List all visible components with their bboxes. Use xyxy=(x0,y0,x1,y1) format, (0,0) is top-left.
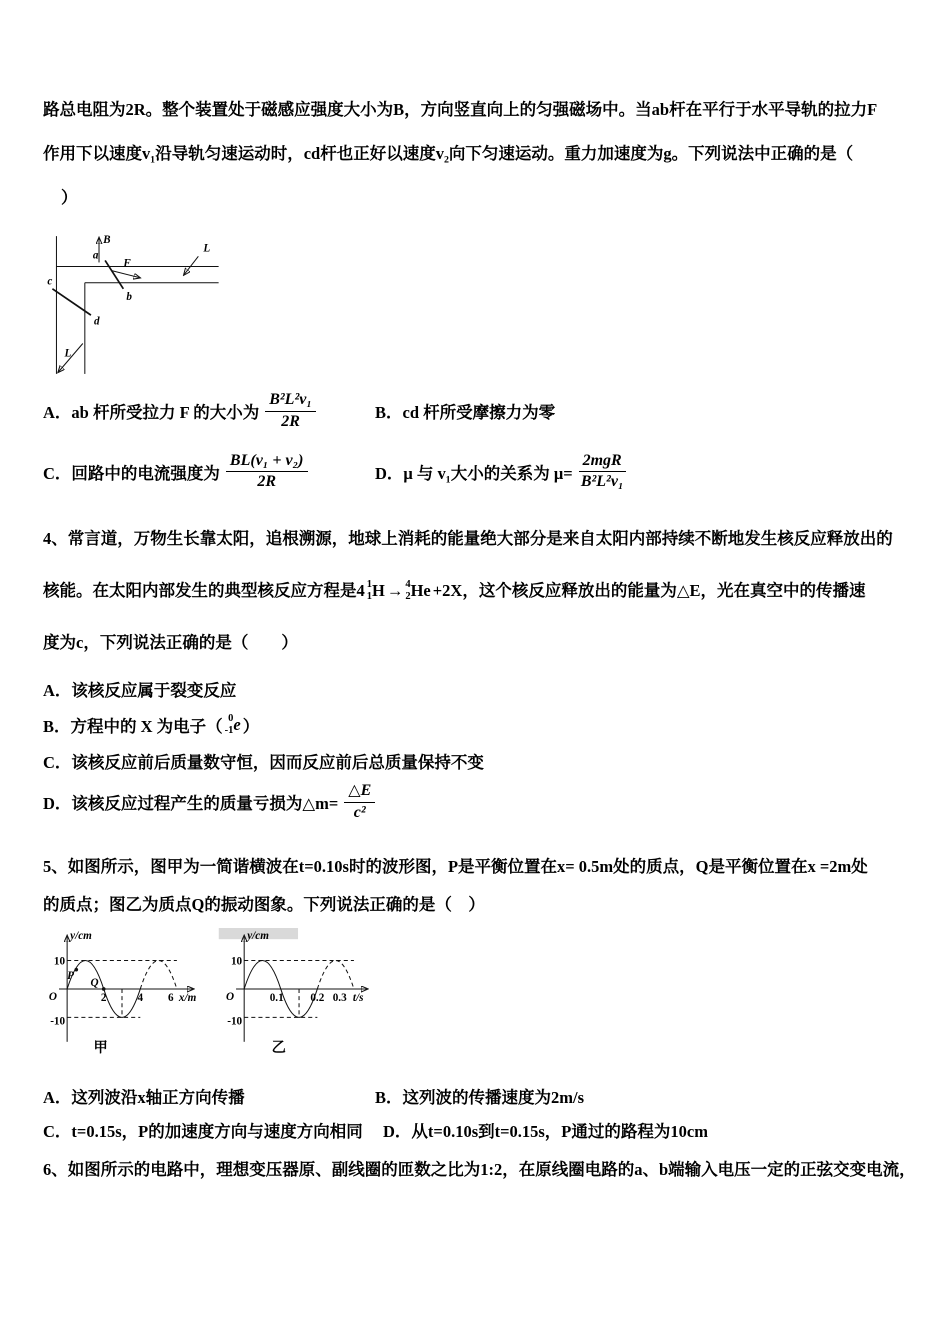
q5-stem-line2: 的质点；图乙为质点Q的振动图象。下列说法正确的是（ ） xyxy=(43,894,485,914)
yi-caption: 乙 xyxy=(271,1039,286,1054)
helium-nuclide xyxy=(405,565,430,617)
q5-stem-line1: 5、如图所示，图甲为一简谐横波在t=0.10s时的波形图，P是平衡位置在x= 0.5m处的质点，Q是平衡位置在x =2m处 xyxy=(43,856,868,876)
question4-stem xyxy=(43,513,914,669)
label-force-f: F xyxy=(123,257,131,270)
jia-caption: 甲 xyxy=(93,1039,108,1054)
q3-option-c-text: 回路中的电流强度为 xyxy=(71,463,220,483)
q3-option-d-label: D． xyxy=(375,463,404,483)
yi-ymax-tick: 10 xyxy=(230,955,243,968)
question5-stem xyxy=(43,848,914,924)
jia-ymin-tick: -10 xyxy=(50,1015,66,1028)
q3-option-a-text: ab 杆所受拉力 F 的大小为 xyxy=(71,403,260,423)
rail-width-arrow xyxy=(184,256,198,274)
label-l-left: L xyxy=(64,347,72,360)
q3-option-b-label: B． xyxy=(375,403,403,423)
q5-figures xyxy=(43,928,914,1054)
point-p-marker xyxy=(74,968,78,972)
yi-origin-label: O xyxy=(225,990,235,1003)
q4-option-b-pre: B．方程中的 X 为电子（ xyxy=(43,717,223,737)
q3-option-b xyxy=(375,397,914,425)
yi-ymin-tick: -10 xyxy=(227,1015,243,1028)
circuit-rail-diagram xyxy=(45,230,225,380)
q4-option-a-text: A．该核反应属于裂变反应 xyxy=(43,681,237,701)
question3-stem xyxy=(43,88,914,220)
electron-nuclide xyxy=(225,713,241,737)
helium-atomic-number: 2 xyxy=(405,591,411,603)
point-q-marker xyxy=(102,987,106,991)
q6-stem-line1: 6、如图所示的电路中，理想变压器原、副线圈的匝数之比为1:2，在原线圈电路的a、b端输入电压一定的正弦交变电流， xyxy=(43,1159,916,1179)
q4-stem-line2-post: +2X，这个核反应释放出的能量为△E，光在真空中的传播速 xyxy=(432,581,866,601)
q5-option-d-text: D．从t=0.10s到t=0.15s，P通过的路程为10cm xyxy=(383,1121,708,1141)
electron-mass-number: 0 xyxy=(228,713,234,725)
q3-stem-line1: 路总电阻为2R。整个装置处于磁感应强度大小为B，方向竖直向上的匀强磁场中。当ab杆在平行于水平导轨的拉力F xyxy=(43,100,878,119)
q4-option-c xyxy=(43,747,914,775)
q3-option-a xyxy=(43,390,375,433)
hydrogen-nuclide xyxy=(367,565,385,617)
yi-ttick-03: 0.3 xyxy=(332,991,347,1004)
hydrogen-symbol: H xyxy=(372,581,385,601)
jia-xtick-2: 2 xyxy=(100,991,107,1004)
electron-charge-number: -1 xyxy=(224,725,234,737)
jia-xtick-6: 6 xyxy=(167,991,174,1004)
q4-option-a xyxy=(43,675,914,703)
question6-stem xyxy=(43,1154,914,1182)
q4-option-b xyxy=(43,711,914,739)
q3-option-a-label: A． xyxy=(43,403,72,423)
circuit-rail-figure xyxy=(45,230,914,380)
yi-y-axis-label: y/cm xyxy=(247,929,269,942)
q4-stem-line3: 度为c，下列说法正确的是（ ） xyxy=(43,633,298,653)
q3-options-row2 xyxy=(43,451,914,494)
jia-point-p-label: P xyxy=(67,969,74,982)
q3-option-b-text: cd 杆所受摩擦力为零 xyxy=(402,403,556,423)
jia-origin-label: O xyxy=(48,990,57,1003)
jia-axes xyxy=(59,936,193,1042)
jia-ymax-tick: 10 xyxy=(53,955,66,968)
q5-options-row1 xyxy=(43,1082,914,1110)
hydrogen-mass-number: 1 xyxy=(366,579,372,591)
electron-symbol: e xyxy=(233,715,241,735)
rail-lines xyxy=(52,236,218,374)
q3-options-row1 xyxy=(43,390,914,433)
yi-ttick-02: 0.2 xyxy=(310,991,325,1004)
q3-option-c-fraction: $\frac{\text{BL(v₁ + v₂)}}{2R}$ xyxy=(226,451,308,494)
q4-option-d-pre: D．该核反应过程产生的质量亏损为△m= xyxy=(43,794,339,814)
label-d: d xyxy=(93,315,100,328)
q3-option-a-fraction: $\frac{\text{B²L²v₁}}{2R}$ xyxy=(265,390,316,433)
label-b: b xyxy=(126,290,132,303)
q3-option-d-fraction: $\frac{\text{2mgR}}{\text{B²L²v₁}}$ xyxy=(579,451,626,494)
waveform-graph-jia xyxy=(43,928,201,1054)
q5-option-a xyxy=(43,1082,375,1110)
q4-option-b-post: ） xyxy=(242,717,260,737)
hydrogen-atomic-number: 1 xyxy=(366,591,372,603)
q5-option-a-text: A．这列波沿x轴正方向传播 xyxy=(43,1087,245,1107)
q4-stem-line2-pre: 核能。在太阳内部发生的典型核反应方程是4 xyxy=(43,581,365,601)
q5-option-c xyxy=(43,1116,383,1144)
q5-option-b xyxy=(375,1082,914,1110)
vibration-graph-yi xyxy=(217,928,375,1054)
q4-stem-line2 xyxy=(43,565,914,617)
q5-option-d xyxy=(383,1116,914,1144)
yi-ttick-01: 0.1 xyxy=(269,991,284,1004)
label-c: c xyxy=(47,275,53,288)
label-b-field: B xyxy=(103,234,111,247)
helium-mass-number: 4 xyxy=(405,579,411,591)
q3-option-d-text: μ 与 v₁大小的关系为 μ= xyxy=(403,463,573,483)
helium-symbol: He xyxy=(410,581,431,601)
q4-stem-line1: 4、常言道，万物生长靠太阳，追根溯源，地球上消耗的能量绝大部分是来自太阳内部持续不断地发生核反应释放出的 xyxy=(43,529,893,549)
q4-option-d-fraction: $\frac{\triangle E}{\text{c²}}$ xyxy=(344,781,375,824)
reaction-arrow: → xyxy=(386,581,404,601)
q4-option-c-text: C．该核反应前后质量数守恒，因而反应前后总质量保持不变 xyxy=(43,753,484,773)
jia-y-axis-label: y/cm xyxy=(70,929,92,942)
q5-option-c-text: C．t=0.15s，P的加速度方向与速度方向相同 xyxy=(43,1121,363,1141)
q5-option-b-text: B．这列波的传播速度为2m/s xyxy=(375,1087,585,1107)
q3-option-c-label: C． xyxy=(43,463,72,483)
jia-point-q-label: Q xyxy=(90,976,99,989)
yi-axes xyxy=(236,936,367,1042)
q3-option-d xyxy=(375,451,914,494)
q3-option-c xyxy=(43,451,375,494)
q3-stem-line3: ） xyxy=(61,188,78,207)
jia-x-axis-label: x/m xyxy=(178,991,197,1004)
q3-stem-line2: 作用下以速度v₁沿导轨匀速运动时，cd杆也正好以速度v₂向下匀速运动。重力加速度为g。下列说法中正确的是（ xyxy=(43,144,854,163)
jia-xtick-4: 4 xyxy=(137,991,144,1004)
yi-t-axis-label: t/s xyxy=(352,991,364,1004)
label-a: a xyxy=(92,249,99,262)
q5-options-row2 xyxy=(43,1116,914,1144)
rod-ab xyxy=(105,260,123,288)
q4-option-d xyxy=(43,781,914,824)
label-l-top: L xyxy=(203,242,211,255)
